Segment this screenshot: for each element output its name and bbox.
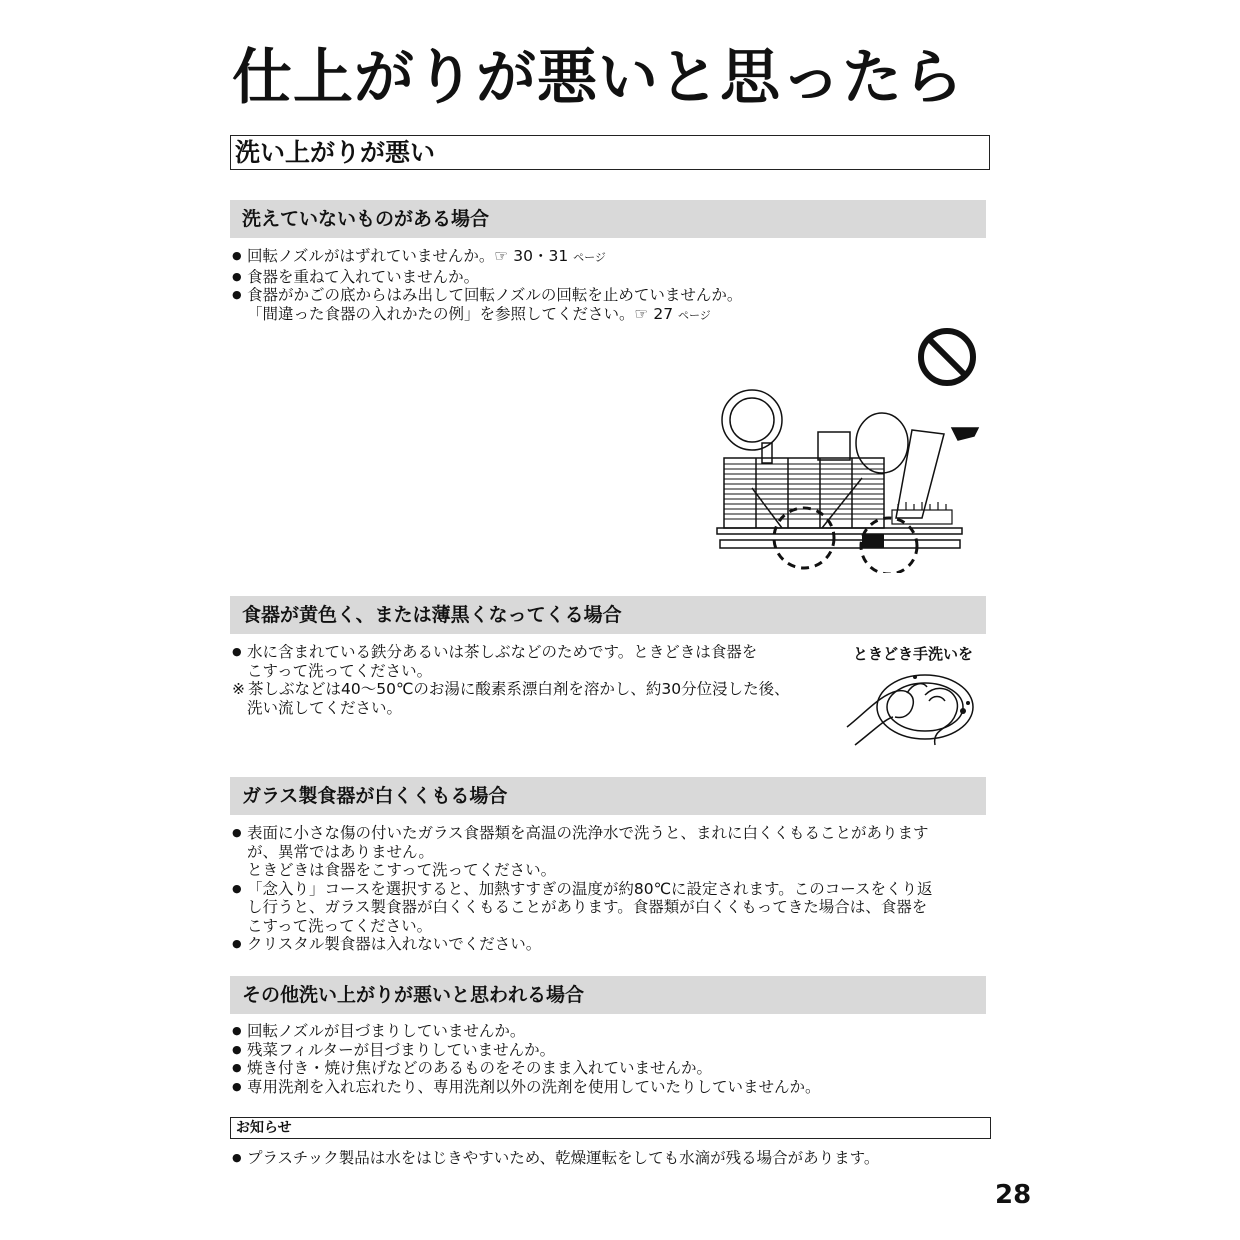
reference-page-word: ページ bbox=[573, 251, 606, 264]
dish-rack-illustration bbox=[712, 388, 982, 573]
list-item-text: クリスタル製食器は入れないでください。 bbox=[247, 935, 542, 953]
section-heading-cloudy-glass: ガラス製食器が白くくもる場合 bbox=[230, 777, 986, 815]
page-reference bbox=[635, 305, 711, 326]
list-item bbox=[232, 662, 790, 681]
bullet bbox=[232, 861, 247, 880]
list-item-text: こすって洗ってください。 bbox=[247, 661, 433, 680]
list-item bbox=[232, 247, 742, 268]
hand-wash-caption: ときどき手洗いを bbox=[853, 645, 974, 663]
bullet: ● bbox=[232, 826, 242, 839]
list-item bbox=[232, 843, 933, 862]
list-item-text: 表面に小さな傷の付いたガラス食器類を高温の洗浄水で洗うと、まれに白くくもることがあります bbox=[247, 824, 929, 842]
section-heading-discolored: 食器が黄色く、または薄黒くなってくる場合 bbox=[230, 596, 986, 634]
list-item bbox=[232, 680, 790, 699]
reference-page-word: ページ bbox=[678, 308, 711, 322]
list-item bbox=[232, 1149, 879, 1168]
section-heading-other: その他洗い上がりが悪いと思われる場合 bbox=[230, 976, 986, 1014]
notice-label: お知らせ bbox=[230, 1117, 991, 1139]
reference-pages: 30・31 bbox=[513, 247, 569, 265]
section-body-other bbox=[232, 1022, 821, 1096]
bullet: ● bbox=[232, 269, 242, 283]
list-item bbox=[232, 898, 933, 917]
list-item bbox=[232, 1022, 821, 1041]
list-item bbox=[232, 1078, 821, 1097]
bullet: ● bbox=[232, 645, 242, 658]
list-item-text: 残菜フィルターが目づまりしていませんか。 bbox=[247, 1040, 556, 1059]
list-item-text: し行うと、ガラス製食器が白くくもることがあります。食器類が白くくもってきた場合は、食器を bbox=[247, 898, 928, 916]
list-item bbox=[232, 917, 933, 936]
list-item bbox=[232, 1059, 821, 1078]
bullet bbox=[232, 917, 247, 936]
bullet: ● bbox=[232, 881, 242, 895]
page-title: 仕上がりが悪いと思ったら bbox=[232, 43, 964, 113]
bullet: ● bbox=[232, 937, 242, 950]
bullet: ● bbox=[232, 1061, 242, 1074]
bullet: ● bbox=[232, 1079, 242, 1093]
list-item bbox=[232, 268, 742, 287]
bullet bbox=[232, 699, 247, 718]
prohibited-sign-icon bbox=[915, 327, 979, 387]
bullet bbox=[232, 305, 247, 326]
page-number: 28 bbox=[995, 1180, 1032, 1210]
list-item-text: 茶しぶなどは40～50℃のお湯に酸素系漂白剤を溶かし、約30分位浸した後、 bbox=[248, 680, 790, 698]
list-item-text: 専用洗剤を入れ忘れたり、専用洗剤以外の洗剤を使用していたりしていませんか。 bbox=[247, 1077, 821, 1096]
list-item bbox=[232, 286, 742, 305]
list-item-text: 「間違った食器の入れかたの例」を参照してください。 bbox=[247, 304, 635, 323]
section-heading-unwashed: 洗えていないものがある場合 bbox=[230, 200, 986, 238]
list-item bbox=[232, 643, 790, 662]
list-item-text: 水に含まれている鉄分あるいは茶しぶなどのためです。ときどきは食器を bbox=[247, 643, 758, 661]
page-reference bbox=[494, 247, 606, 268]
list-item-text: 回転ノズルが目づまりしていませんか。 bbox=[247, 1022, 526, 1040]
bullet: ● bbox=[232, 288, 242, 301]
bullet bbox=[232, 898, 247, 917]
bullet bbox=[232, 662, 247, 681]
list-item bbox=[232, 824, 933, 843]
reference-pages: 27 bbox=[653, 304, 674, 323]
list-item bbox=[232, 1041, 821, 1060]
list-item bbox=[232, 935, 933, 954]
list-item bbox=[232, 861, 933, 880]
boxed-heading: 洗い上がりが悪い bbox=[230, 135, 990, 170]
list-item-text: 焼き付き・焼け焦げなどのあるものをそのまま入れていませんか。 bbox=[247, 1059, 713, 1077]
section-body-unwashed bbox=[232, 247, 742, 325]
list-item-text: ときどきは食器をこすって洗ってください。 bbox=[247, 861, 557, 879]
bullet: ● bbox=[232, 1151, 242, 1164]
list-item-text: 回転ノズルがはずれていませんか。 bbox=[247, 247, 495, 265]
pointing-hand-icon: ☞ bbox=[634, 304, 649, 323]
notice-body bbox=[232, 1149, 879, 1168]
section-body-cloudy-glass bbox=[232, 824, 933, 954]
list-item bbox=[232, 305, 742, 326]
list-item bbox=[232, 880, 933, 899]
list-item-text: こすって洗ってください。 bbox=[247, 916, 433, 935]
bullet: ● bbox=[232, 249, 242, 262]
bullet bbox=[232, 843, 247, 862]
list-item-text: 食器を重ねて入れていませんか。 bbox=[247, 267, 480, 286]
hand-washing-illustration bbox=[845, 665, 980, 753]
list-item-text: プラスチック製品は水をはじきやすいため、乾燥運転をしても水滴が残る場合があります。 bbox=[247, 1149, 880, 1167]
bullet: ● bbox=[232, 1042, 242, 1056]
section-body-discolored bbox=[232, 643, 790, 717]
bullet: ● bbox=[232, 1024, 242, 1037]
pointing-hand-icon: ☞ bbox=[494, 247, 509, 265]
list-item-text: 食器がかごの底からはみ出して回転ノズルの回転を止めていませんか。 bbox=[247, 286, 743, 304]
list-item-text: 洗い流してください。 bbox=[247, 698, 403, 717]
note-mark: ※ bbox=[232, 680, 245, 698]
list-item-text: が、異常ではありません。 bbox=[247, 842, 434, 861]
list-item-text: 「念入り」コースを選択すると、加熱すすぎの温度が約80℃に設定されます。このコースをくり返 bbox=[247, 879, 933, 898]
list-item bbox=[232, 699, 790, 718]
